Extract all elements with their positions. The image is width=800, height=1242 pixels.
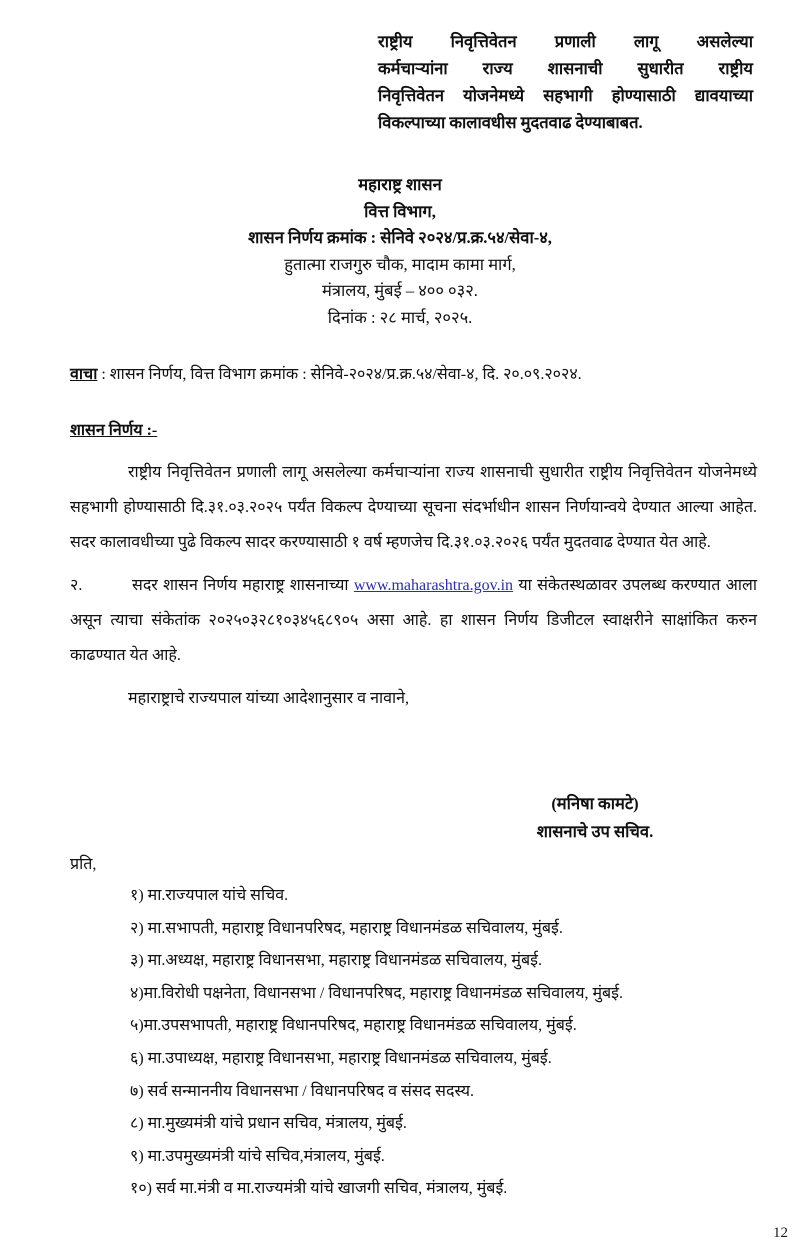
reference-label: वाचा — [70, 366, 98, 383]
body-paragraph-1: राष्ट्रीय निवृत्तिवेतन प्रणाली लागू असलेल्या कर्मचाऱ्यांना राज्य शासनाची सुधारीत राष्ट्रीय निवृत्तिवेतन योजनेमध्ये सहभागी होण्यासाठी दि.३१.०३.२०२५ पर्यंत विकल्प देण्याच्या सूचना संदर्भाधीन शासन निर्णयान्वये देण्यात आल्या आहेत. सदर कालावधीच्या पुढे विकल्प सादर करण्यासाठी १ वर्ष म्हणजेच दि.३१.०३.२०२६ पर्यंत मुदतवाढ देण्यात येत आहे. — [70, 464, 757, 551]
recipients-list — [130, 880, 770, 1206]
signature-block — [430, 790, 760, 846]
subject-heading — [378, 28, 753, 136]
list-item: २) मा.सभापती, महाराष्ट्र विधानपरिषद, महाराष्ट्र विधानमंडळ सचिवालय, मुंबई. — [130, 919, 563, 937]
list-item: ४)मा.विरोधी पक्षनेता, विधानसभा / विधानपरिषद, महाराष्ट्र विधानमंडळ सचिवालय, मुंबई. — [130, 984, 624, 1002]
document-code: २०२५०३२८१०३४५६८९०५ — [208, 612, 359, 629]
paragraph-2-text-part3: असा आहे. हा शासन निर्णय डिजीटल स्वाक्षरीने साक्षांकित करुन काढण्यात येत आहे. — [70, 612, 757, 664]
list-item: ५)मा.उपसभापती, महाराष्ट्र विधानपरिषद, महाराष्ट्र विधानमंडळ सचिवालय, मुंबई. — [130, 1017, 577, 1035]
department-name: वित्त विभाग, — [364, 201, 436, 221]
maharashtra-gov-link[interactable]: www.maharashtra.gov.in — [353, 577, 514, 594]
paragraph-2-text-part1: सदर शासन निर्णय महाराष्ट्र शासनाच्या — [132, 577, 354, 594]
date-line: दिनांक : २८ मार्च, २०२५. — [327, 307, 473, 327]
signatory-designation: शासनाचे उप सचिव. — [536, 822, 654, 841]
list-item: ७) सर्व सन्माननीय विधानसभा / विधानपरिषद व संसद सदस्य. — [130, 1082, 474, 1100]
paragraph-2-text-part2: या संकेतस्थळावर उपलब्ध करण्यात आला असून त्याचा संकेतांक — [70, 577, 757, 629]
subject-line-4: विकल्पाच्या कालावधीस मुदतवाढ देण्याबाबत. — [378, 113, 643, 132]
list-item: ६) मा.उपाध्यक्ष, महाराष्ट्र विधानसभा, महाराष्ट्र विधानमंडळ सचिवालय, मुंबई. — [130, 1049, 552, 1067]
document-body — [70, 455, 757, 716]
list-item: १०) सर्व मा.मंत्री व मा.राज्यमंत्री यांचे खाजगी सचिव, मंत्रालय, मुंबई. — [130, 1180, 508, 1198]
list-item: ९) मा.उपमुख्यमंत्री यांचे सचिव,मंत्रालय, मुंबई. — [130, 1147, 385, 1165]
subject-line-1: राष्ट्रीय निवृत्तिवेतन प्रणाली लागू असलेल्या — [378, 32, 753, 51]
subject-line-3: निवृत्तिवेतन योजनेमध्ये सहभागी होण्यासाठी द्यावयाच्या — [378, 86, 753, 105]
recipients-heading: प्रति, — [70, 856, 97, 873]
reference-text: : शासन निर्णय, वित्त विभाग क्रमांक : सेनिवे-२०२४/प्र.क्र.५४/सेवा-४, दि. २०.०९.२०२४. — [97, 366, 582, 383]
section-title: शासन निर्णय :- — [70, 422, 158, 439]
paragraph-2-number: २. — [70, 577, 83, 594]
list-item: १) मा.राज्यपाल यांचे सचिव. — [130, 887, 289, 904]
government-header — [0, 172, 800, 331]
address-line-1: हुतात्मा राजगुरु चौक, मादाम कामा मार्ग, — [284, 254, 516, 274]
subject-line-2: कर्मचाऱ्यांना राज्य शासनाची सुधारीत राष्ट्रीय — [378, 59, 753, 78]
reference-line — [70, 362, 770, 388]
page-number: 12 — [773, 1225, 788, 1241]
list-item: ८) मा.मुख्यमंत्री यांचे प्रधान सचिव, मंत्रालय, मुंबई. — [130, 1115, 407, 1133]
body-paragraph-2 — [70, 568, 757, 673]
resolution-number: शासन निर्णय क्रमांक : सेनिवे २०२४/प्र.क्र.५४/सेवा-४, — [248, 228, 552, 247]
signatory-name: (मनिषा कामटे) — [551, 794, 639, 813]
list-item: ३) मा.अध्यक्ष, महाराष्ट्र विधानसभा, महाराष्ट्र विधानमंडळ सचिवालय, मुंबई. — [130, 952, 542, 970]
address-line-2: मंत्रालय, मुंबई – ४०० ०३२. — [322, 281, 478, 300]
government-name: महाराष्ट्र शासन — [358, 175, 442, 194]
closing-line: महाराष्ट्राचे राज्यपाल यांच्या आदेशानुसार व नावाने, — [128, 690, 410, 707]
